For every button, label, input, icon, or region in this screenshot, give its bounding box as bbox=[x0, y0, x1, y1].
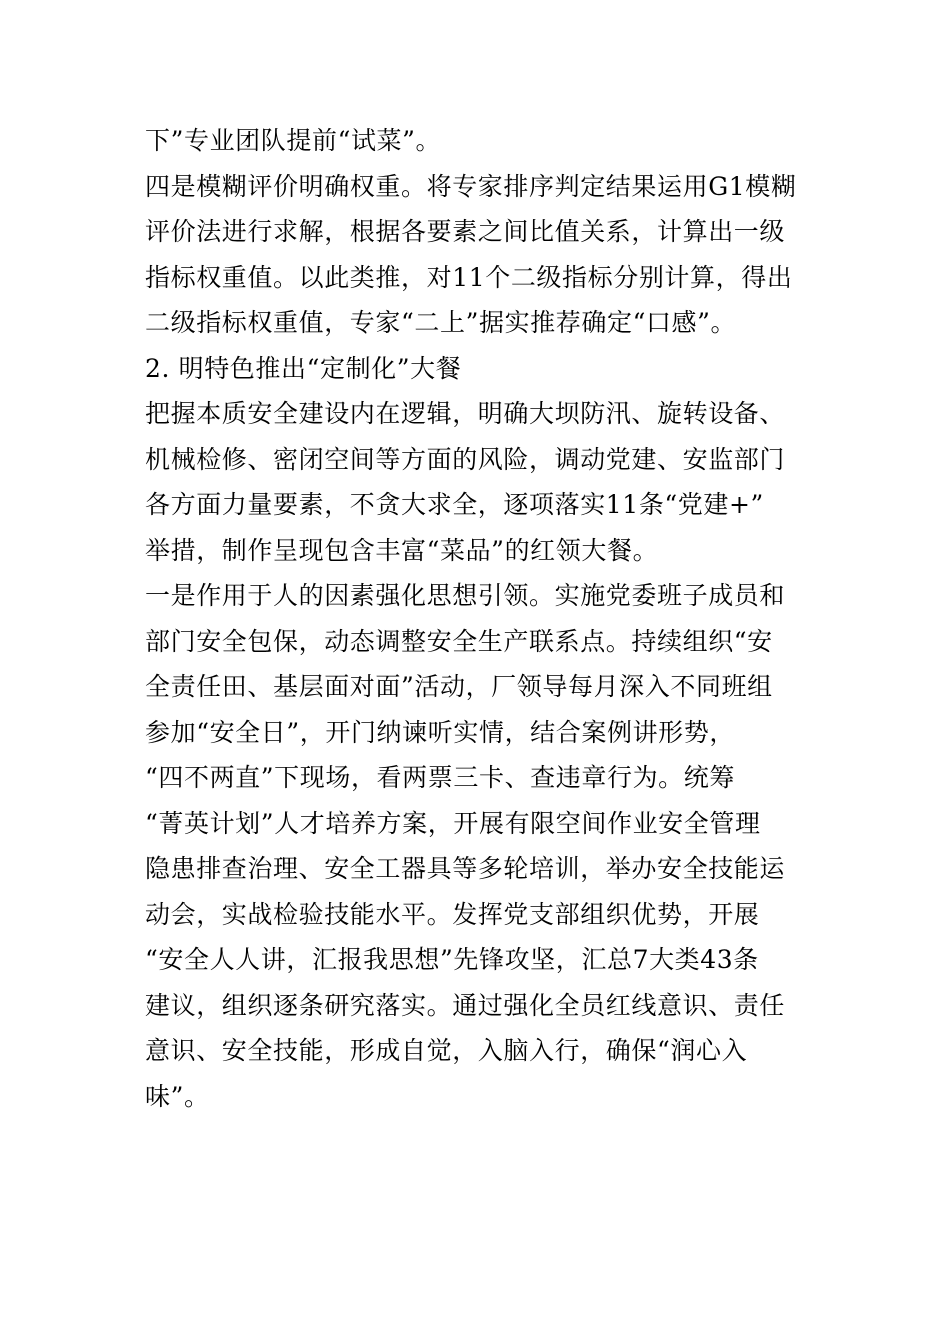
text-line-11: 一是作用于人的因素强化思想引领。实施党委班子成员和 bbox=[145, 581, 786, 610]
text-line-3: 评价法进行求解，根据各要素之间比值关系，计算出一级 bbox=[145, 217, 786, 246]
text-line-19: “安全人人讲，汇报我思想”先锋攻坚，汇总7大类43条 bbox=[145, 945, 759, 974]
text-line-16: “菁英计划”人才培养方案，开展有限空间作业安全管理 bbox=[145, 808, 761, 838]
section-heading: 2. 明特色推出“定制化”大餐 bbox=[145, 353, 462, 383]
text-line-9: 各方面力量要素，不贪大求全，逐项落实11条“党建+” bbox=[145, 490, 764, 519]
text-line-22: 味”。 bbox=[145, 1081, 210, 1111]
text-line-14: 参加“安全日”，开门纳谏听实情，结合案例讲形势， bbox=[145, 717, 735, 747]
text-line-13: 全责任田、基层面对面”活动，厂领导每月深入不同班组 bbox=[145, 672, 773, 701]
text-line-10: 举措，制作呈现包含丰富“菜品”的红领大餐。 bbox=[145, 535, 659, 565]
text-line-12: 部门安全包保，动态调整安全生产联系点。持续组织“安 bbox=[145, 626, 773, 656]
text-line-17: 隐患排查治理、安全工器具等多轮培训，举办安全技能运 bbox=[145, 854, 786, 883]
text-line-18: 动会，实战检验技能水平。发挥党支部组织优势，开展 bbox=[145, 899, 760, 929]
text-line-4: 指标权重值。以此类推，对11个二级指标分别计算，得出 bbox=[145, 262, 793, 292]
text-line-5: 二级指标权重值，专家“二上”据实推荐确定“口感”。 bbox=[145, 308, 737, 337]
text-line-21: 意识、安全技能，形成自觉，入脑入行，确保“润心入 bbox=[145, 1036, 748, 1065]
text-line-15: “四不两直”下现场，看两票三卡、查违章行为。统筹 bbox=[145, 763, 735, 792]
text-line-2: 四是模糊评价明确权重。将专家排序判定结果运用G1模糊 bbox=[145, 171, 797, 201]
text-line-1: 下”专业团队提前“试菜”。 bbox=[145, 126, 442, 155]
text-line-7: 把握本质安全建设内在逻辑，明确大坝防汛、旋转设备、 bbox=[145, 399, 786, 428]
text-line-8: 机械检修、密闭空间等方面的风险，调动党建、安监部门 bbox=[145, 444, 786, 474]
document-body bbox=[145, 118, 810, 1119]
text-line-20: 建议，组织逐条研究落实。通过强化全员红线意识、责任 bbox=[145, 990, 786, 1020]
